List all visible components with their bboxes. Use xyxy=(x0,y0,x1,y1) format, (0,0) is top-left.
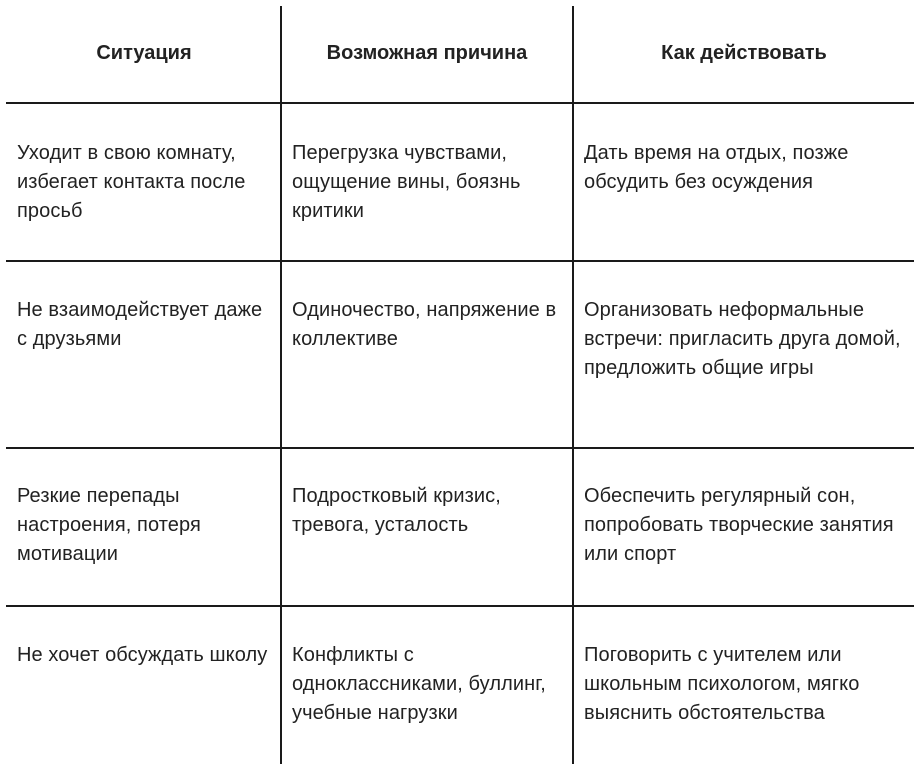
row-divider xyxy=(6,447,914,449)
cell-cause: Одиночество, напряжение в коллективе xyxy=(292,299,557,350)
header-cause: Возможная причина xyxy=(326,42,528,64)
row-divider xyxy=(6,260,914,262)
cell-cause: Конфликты с одноклассниками, буллинг, учебные нагрузки xyxy=(292,644,546,724)
column-divider xyxy=(572,6,574,764)
cell-action: Поговорить с учителем или школьным психологом, мягко выяснить обстоятельства xyxy=(584,644,860,724)
cell-situation: Уходит в свою комнату, избегает контакта после просьб xyxy=(17,142,246,222)
cell-situation: Резкие перепады настроения, потеря мотивации xyxy=(17,485,201,565)
cell-situation: Не хочет обсуждать школу xyxy=(17,644,268,666)
cell-action: Обеспечить регулярный сон, попробовать творческие занятия или спорт xyxy=(584,485,894,565)
column-divider xyxy=(280,6,282,764)
cell-action: Организовать неформальные встречи: пригласить друга домой, предложить общие игры xyxy=(584,299,901,379)
cell-cause: Перегрузка чувствами, ощущение вины, боязнь критики xyxy=(292,142,521,222)
header-action: Как действовать xyxy=(661,42,827,64)
row-divider xyxy=(6,605,914,607)
header-situation: Ситуация xyxy=(96,42,192,64)
header-divider xyxy=(6,102,914,104)
cell-action: Дать время на отдых, позже обсудить без осуждения xyxy=(584,142,849,193)
cell-situation: Не взаимодействует даже с друзьями xyxy=(17,299,263,350)
cell-cause: Подростковый кризис, тревога, усталость xyxy=(292,485,501,536)
